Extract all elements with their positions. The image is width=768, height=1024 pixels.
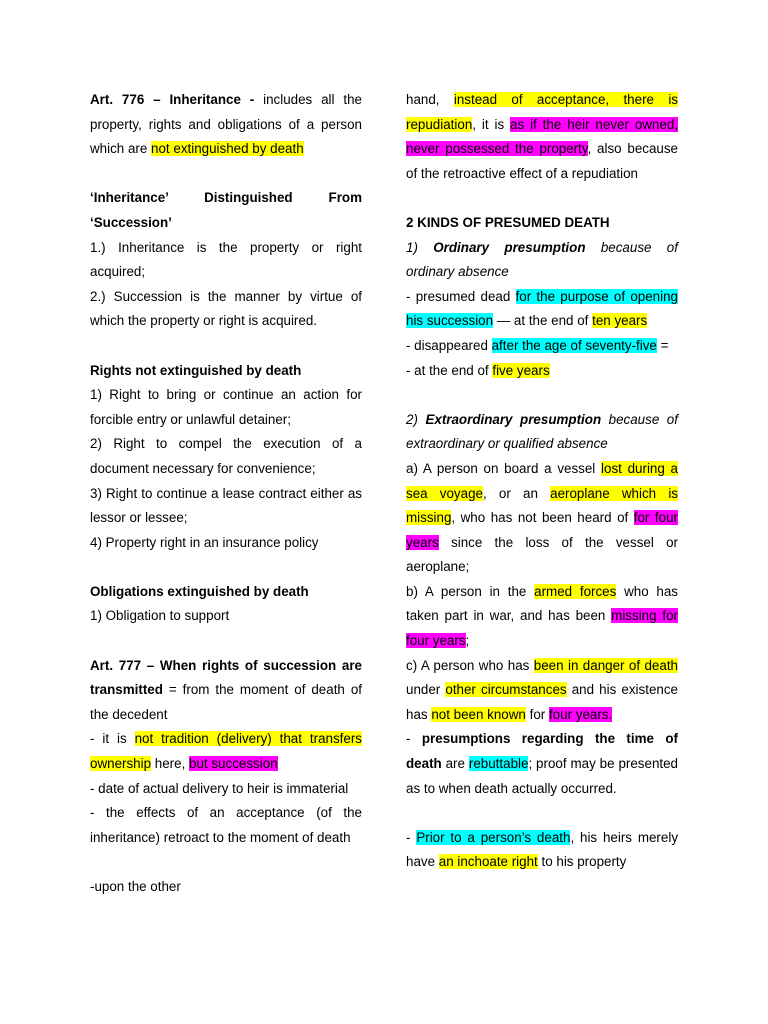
art-777-paragraph — [90, 654, 362, 728]
presumed-death-heading: 2 KINDS OF PRESUMED DEATH — [406, 214, 610, 230]
extraordinary-item-c: c) A person who has been in danger of death under other circumstances and his existence has not been known for four years. — [406, 657, 678, 722]
ordinary-presumption-title: 1) Ordinary presumption because of ordinary absence — [406, 239, 678, 280]
obligations-heading: Obligations extinguished by death — [90, 583, 309, 599]
art-777-text: = from the moment of death of the decedent — [90, 682, 362, 722]
aeroplane-highlight: aeroplane which is missing — [406, 485, 678, 526]
art-777-label: Art. 777 – When rights of succession are transmitted — [90, 657, 362, 698]
extraordinary-item-b: b) A person in the armed forces who has taken part in war, and has been missing for four years; — [406, 583, 678, 649]
art-776-label: Art. 776 – Inheritance - — [90, 92, 255, 107]
never-owned-highlight: as if the heir never owned, never possessed the property — [406, 116, 678, 157]
art-776-highlight: not extinguished by death — [151, 141, 304, 157]
four-years-highlight-a: for four years — [406, 510, 678, 550]
distinguished-item-1: 1.) Inheritance is the property or right acquired; — [90, 239, 362, 280]
ordinary-bullet-1: - presumed dead for the purpose of opening his succession — at the end of ten years — [406, 288, 678, 329]
danger-of-death-highlight: been in danger of death — [533, 657, 678, 673]
repudiation-highlight: instead of acceptance, there is repudiation — [406, 92, 678, 132]
left-column — [90, 88, 362, 900]
presumptions-rebuttable-item: - presumptions regarding the time of death are rebuttable; proof may be presented as to when death actually occurred. — [406, 731, 679, 796]
rights-item-4: 4) Property right in an insurance policy — [90, 534, 319, 550]
art-777-bullet-2: - date of actual delivery to heir is immaterial — [90, 780, 349, 796]
other-circumstances-highlight: other circumstances — [445, 682, 567, 698]
ten-years-highlight: ten years — [592, 313, 648, 329]
prior-to-death-highlight: Prior to a person’s death — [416, 829, 571, 845]
art-777-bullet-4: -upon the other — [90, 879, 181, 894]
prior-to-death-item: - Prior to a person’s death, his heirs merely have an inchoate right to his property — [406, 829, 679, 870]
repudiation-paragraph: hand, instead of acceptance, there is repudiation, it is as if the heir never owned, never possessed the property, also because of the retroactive effect of a repudiation — [406, 92, 679, 181]
five-years-highlight: five years — [492, 362, 550, 378]
art-776-text: includes all the property, rights and obligations of a person which are — [90, 92, 362, 157]
right-column — [406, 88, 678, 875]
rights-item-3: 3) Right to continue a lease contract either as lessor or lessee; — [90, 485, 362, 526]
seventy-five-highlight: after the age of seventy-five — [491, 337, 657, 353]
distinguished-heading-line2: ‘Succession’ — [90, 214, 172, 230]
missing-four-years-highlight: missing for four years — [406, 608, 678, 649]
art-777-bullet-3: - the effects of an acceptance (of the inheritance) retroact to the moment of death — [90, 805, 362, 845]
rights-heading: Rights not extinguished by death — [90, 362, 302, 378]
extraordinary-item-a: a) A person on board a vessel lost during a sea voyage, or an aeroplane which is missing, who has not been heard of for four years since the loss of the vessel or aeroplane; — [406, 460, 678, 575]
extraordinary-presumption-title: 2) Extraordinary presumption because of extraordinary or qualified absence — [406, 411, 678, 452]
sea-voyage-highlight: lost during a sea voyage — [406, 460, 678, 501]
art-777-highlight-succession: but succession — [189, 756, 278, 772]
opening-succession-highlight: for the purpose of opening his succession — [406, 288, 678, 329]
obligations-item-1: 1) Obligation to support — [90, 608, 230, 624]
armed-forces-highlight: armed forces — [534, 583, 617, 599]
inchoate-right-highlight: an inchoate right — [438, 854, 538, 870]
rebuttable-highlight: rebuttable — [468, 756, 529, 772]
not-been-known-highlight: not been known — [431, 706, 526, 722]
art-777-bullet-1: - it is not tradition (delivery) that transfers ownership here, but succession — [90, 731, 362, 772]
rights-item-2: 2) Right to compel the execution of a document necessary for convenience; — [90, 436, 362, 476]
rights-item-1: 1) Right to bring or continue an action for forcible entry or unlawful detainer; — [90, 387, 362, 427]
distinguished-heading-line1: ‘Inheritance’ Distinguished From — [90, 190, 362, 206]
four-years-highlight-c: four years. — [548, 706, 613, 722]
art-777-highlight-tradition: not tradition (delivery) that transfers ownership — [90, 731, 362, 772]
distinguished-item-2: 2.) Succession is the manner by virtue of which the property or right is acquired. — [90, 288, 362, 329]
art-776-paragraph — [90, 88, 362, 162]
ordinary-bullet-2: - disappeared after the age of seventy-five = — [406, 337, 669, 353]
ordinary-bullet-3: - at the end of five years — [406, 362, 550, 378]
